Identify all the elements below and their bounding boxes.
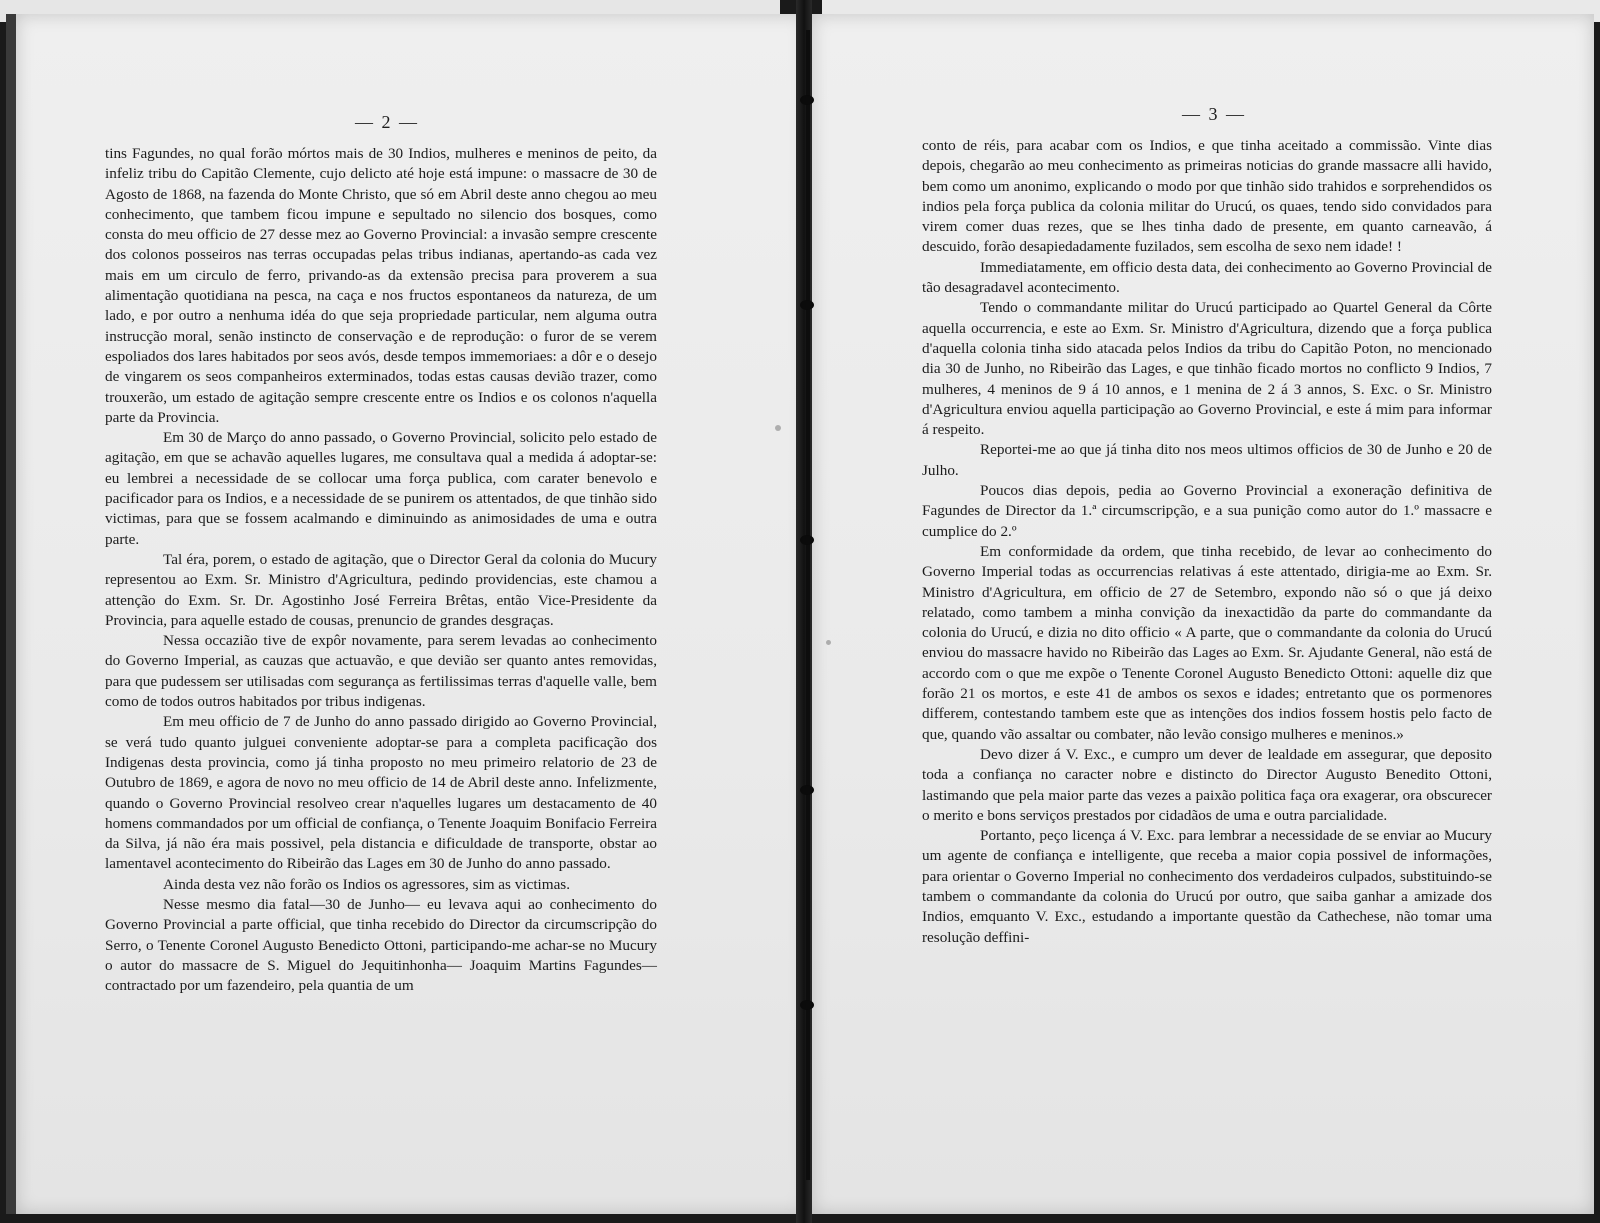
binding-knot	[800, 785, 814, 795]
paragraph: Portanto, peço licença á V. Exc. para lembrar a necessidade de se enviar ao Mucury um agente de confiança e intelligente, que receba a maior copia possivel de informações, para orientar o Governo Imperial no conhecimento dos verdadeiros culpados, substituindo-se tambem o commandante da colonia do Urucú por outro, que saiba ganhar a amizade dos Indios, emquanto V. Exc., estudando a importante questão da Cathechese, não tomar uma resolução deffini-	[922, 827, 1492, 946]
paragraph: Poucos dias depois, pedia ao Governo Provincial a exoneração definitiva de Fagundes de Director da 1.ª circumscripção, e a sua punição como autor do 1.º massacre e cumplice do 2.º	[922, 482, 1492, 540]
paragraph: Ainda desta vez não forão os Indios os agressores, sim as victimas.	[163, 875, 571, 893]
paragraph: Nesse mesmo dia fatal—30 de Junho— eu levava aqui ao conhecimento do Governo Provincial a parte official, que tinha recebido do Director da circumscripção do Serro, o Tenente Coronel Augusto Benedicto Ottoni, participando-me achar-se no Mucury o autor do massacre de S. Miguel do Jequitinhonha— Joaquim Martins Fagundes—contractado por um fazendeiro, pela quantia de um	[105, 895, 657, 995]
page-number-right: — 3 —	[1182, 104, 1246, 124]
paragraph: Tal éra, porem, o estado de agitação, que o Director Geral da colonia do Mucury representou ao Exm. Sr. Ministro d'Agricultura, pedindo providencias, este chamou a attenção do Exm. Sr. Dr. Agostinho José Ferreira Brêtas, então Vice-Presidente da Provincia, para aquelle estado de cousas, prenuncio de grandes desgraças.	[105, 550, 657, 629]
paper-mark	[826, 640, 831, 645]
paragraph: Devo dizer á V. Exc., e cumpro um dever de lealdade em assegurar, que deposito toda a confiança no caracter nobre e distincto do Director Augusto Benedito Ottoni, lastimando que pela maior parte das vezes a paixão politica faça ora exagerar, ora obscurecer o merito e bons serviços prestados por cidadãos de uma e outra parcialidade.	[922, 745, 1492, 824]
paragraph: Em meu officio de 7 de Junho do anno passado dirigido ao Governo Provincial, se verá tudo quanto julguei conveniente adoptar-se para a completa pacificação dos Indigenas desta provincia, como já tinha proposto no meu primeiro relatorio de 23 de Outubro de 1869, e agora de novo no meu officio de 14 de Abril deste anno. Infelizmente, quando o Governo Provincial resolveo crear n'aquelles lugares um destacamento de 40 homens commandados por um official de confiança, o Tenente Joaquim Bonifacio Ferreira da Silva, já não éra mais possivel, pela distancia e dificuldade de transporte, obstar ao lamentavel acontecimento do Ribeirão das Lages em 30 de Junho do anno passado.	[105, 713, 657, 873]
binding-knot	[800, 300, 814, 310]
right-page-body-text	[922, 136, 1492, 948]
paragraph: Reportei-me ao que já tinha dito nos meos ultimos officios de 30 de Junho e 20 de Julho.	[922, 441, 1492, 479]
binding-knot	[800, 535, 814, 545]
paper-mark	[775, 425, 781, 431]
binding-knot	[800, 1000, 814, 1010]
left-page-body-text	[105, 144, 657, 996]
paragraph: Immediatamente, em officio desta data, dei conhecimento ao Governo Provincial de tão desagradavel acontecimento.	[922, 258, 1492, 297]
paragraph: tins Fagundes, no qual forão mórtos mais de 30 Indios, mulheres e meninos de peito, da infeliz tribu do Capitão Clemente, cujo delicto até hoje está impune: o massacre de 30 de Agosto de 1868, na fazenda do Monte Christo, que só em Abril deste anno chegou ao meu conhecimento, que tambem ficou impune e sepultado no silencio dos bosques, como consta do meu officio de 27 desse mez ao Governo Provincial: a invasão sempre crescente dos colonos posseiros nas terras occupadas pelas tribus indianas, apertando-as cada vez mais em um circulo de ferro, privando-as da extensão precisa para proverem a sua alimentação quotidiana na pesca, na caça e nos fructos espontaneos da natureza, de um lado, e por outro a nenhuma idéa do que seja propriedade particular, nem alguma outra instrucção moral, senão instincto de conservação e de reprodução: o furor de se verem espoliados dos lares habitados por seos avós, desde tempos immemoriaes: a dôr e o desejo de vingarem os seos companheiros exterminados, todas estas causas devião trazer, como trouxerão, um estado de agitação sempre crescente entre os Indios e os colonos n'aquella parte da Provincia.	[105, 145, 657, 426]
paragraph: Em 30 de Março do anno passado, o Governo Provincial, solicito pelo estado de agitação, em que se achavão aquelles lugares, me consultava qual a medida á adoptar-se: eu lembrei a necessidade de se collocar uma força publica, com carater benevolo e pacificador para os Indios, e a necessidade de se punirem os attentados, de que tinhão sido victimas, para que se fossem acalmando e diminuindo as animosidades de uma e outra parte.	[105, 429, 657, 548]
paragraph: conto de réis, para acabar com os Indios, e que tinha aceitado a commissão. Vinte dias depois, chegarão ao meu conhecimento as primeiras noticias do grande massacre alli havido, bem como um anonimo, explicando o modo por que tinhão sido trahidos e sorprehendidos os indios pela força publica da colonia militar do Urucú, os quaes, tendo sido convidados para virem comer duas rezes, que se lhes tinha dado de presente, em quanto carneavão, á descuido, forão desapiedadamente fuzilados, sem escolha de sexo nem idade! !	[922, 137, 1492, 256]
paragraph: Nessa occazião tive de expôr novamente, para serem levadas ao conhecimento do Governo Imperial, as cauzas que actuavão, e que devião ser quanto antes removidas, para que pudessem ser utilisadas com segurança as fertilissimas terras d'aquelle valle, bem como de todos outros habitados por tribus indigenas.	[105, 632, 657, 711]
paragraph: Tendo o commandante militar do Urucú participado ao Quartel General da Côrte aquella occurrencia, e este ao Exm. Sr. Ministro d'Agricultura, dizendo que a força publica d'aquella colonia tinha sido atacada pelos Indios da tribu do Capitão Poton, no mencionado dia 30 de Junho, no Ribeirão das Lages, e que tinhão ficado mortos no conflicto 9 Indios, 7 mulheres, 4 meninos de 9 á 10 annos, e 1 menina de 2 á 3 annos, S. Exc. o Sr. Ministro d'Agricultura enviou aquella participação ao Governo Provincial, e este á mim para informar á respeito.	[922, 299, 1492, 439]
page-number-left: — 2 —	[355, 112, 419, 132]
paragraph: Em conformidade da ordem, que tinha recebido, de levar ao conhecimento do Governo Imperial todas as occurrencias relativas á este attentado, dirigia-me ao Exm. Sr. Ministro d'Agricultura, em officio de 27 de Setembro, expondo não só o que já deixo relatado, como tambem a minha convição da inexactidão da parte do commandante da colonia do Urucú, e dizia no dito officio « A parte, que o commandante da colonia do Urucú enviou do massacre havido no Ribeirão das Lages ao Exm. Sr. Ajudante General, não está de accordo com o que me expõe o Tenente Coronel Augusto Benedicto Ottoni: aquelle diz que forão 21 os mortos, e este 41 de ambos os sexos e idades; entretanto que os pormenores differem, contestando tambem este que as intenções dos indios fossem hostis pelo facto de que, quando vão assaltar ou combater, não levão consigo mulheres e meninos.»	[922, 542, 1492, 743]
binding-knot	[800, 95, 814, 105]
